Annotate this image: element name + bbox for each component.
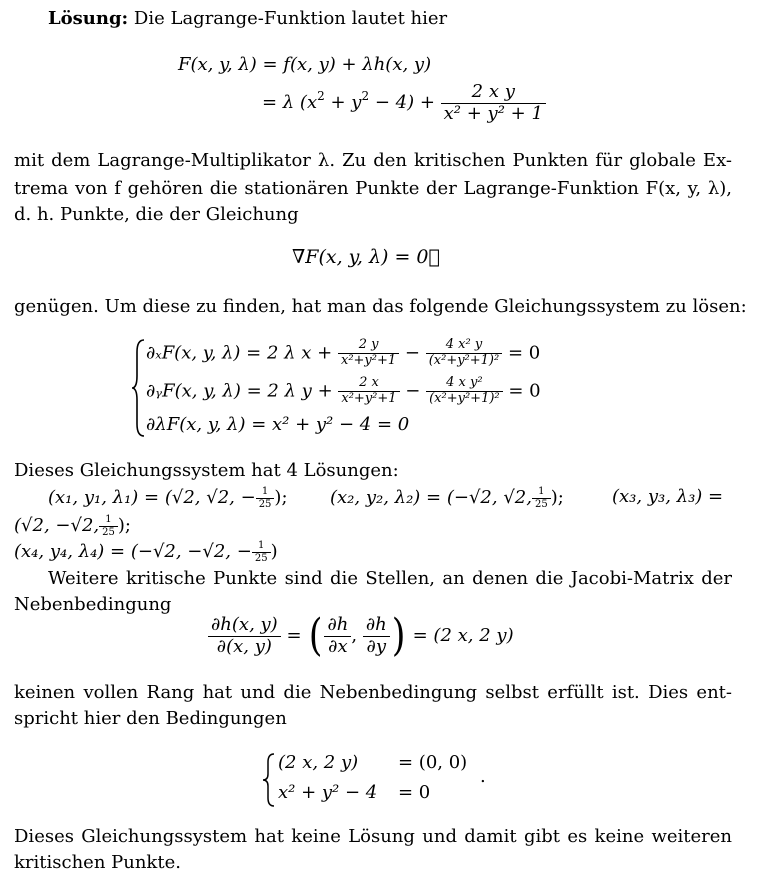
- lagrange-fraction: [441, 82, 546, 124]
- system-1-row-2-fraction-2-num: 4 x y²: [426, 376, 503, 392]
- solution-3-equals: =: [708, 486, 724, 507]
- solution-4: (x₄, y₄, λ₄) = (−√2, −√2, − $\frac{1}{25}$ ): [14, 540, 278, 564]
- system-1-row-2-fraction-2-den: (x²+y²+1)²: [429, 390, 500, 406]
- solution-3: (√2, −√2, $\frac{1}{25}$ );: [14, 514, 131, 538]
- solution-4-label: (x₄, y₄, λ₄) = (−√2, −√2, −: [14, 541, 252, 562]
- system-1-row-1-fraction-2-num: 4 x² y: [426, 338, 503, 354]
- system-2-row-1-rhs: = (0, 0): [398, 752, 468, 773]
- paragraph-1-line-1: mit dem Lagrange-Multiplikator λ. Zu den kritischen Punkten für globale Ex-: [14, 150, 732, 171]
- system-2-period: .: [480, 766, 486, 787]
- system-1-row-2-rhs: = 0: [508, 380, 541, 402]
- solution-2-value: = (−√2, √2,: [426, 487, 532, 508]
- system-1-row-1-fraction-1-den: x²+y²+1: [340, 352, 397, 368]
- system-2-row-2-rhs: = 0: [398, 782, 431, 803]
- solution-1: (x₁, y₁, λ₁) = (√2, √2, − $\frac{1}{25}$ );: [48, 486, 288, 510]
- jacobi-partial-x: [324, 615, 351, 657]
- heading-text: Die Lagrange-Funktion lautet hier: [128, 8, 448, 29]
- system-1-row-2-fraction-1-den: x²+y²+1: [341, 390, 397, 406]
- solution-3-fraction-num: 1: [99, 514, 118, 527]
- paragraph-1-line-3: d. h. Punkte, die der Gleichung: [14, 204, 299, 225]
- solution-4-fraction-num: 1: [252, 540, 271, 553]
- solution-2-label: (x₂, y₂, λ₂): [330, 487, 421, 508]
- system-1-row-2-fraction-2: [426, 376, 503, 407]
- system-1-row-1-minus: −: [404, 342, 420, 364]
- solution-3-value: (√2, −√2,: [14, 515, 100, 536]
- jacobi-equation: $\frac{\partial h(x, y)}{\partial(x, y)}$ = ( $\frac{\partial h}{\partial x}$ , $\frac{\partial h}{\partial y}$ ) = (2 x, 2 y): [208, 614, 514, 658]
- lagrange-rhs: = f(x, y) + λh(x, y): [262, 54, 432, 75]
- paragraph-5-line-2: kritischen Punkte.: [14, 852, 181, 873]
- system-1-row-2-lhs: ∂ᵧF(x, y, λ) = 2 λ y +: [146, 380, 333, 402]
- jacobi-partial-x-den: ∂x: [328, 635, 348, 657]
- paragraph-4-line-2: spricht hier den Bedingungen: [14, 708, 287, 729]
- solution-1-fraction-den: 25: [258, 498, 272, 510]
- left-brace-system-1: [132, 338, 146, 438]
- paragraph-3-line-2: Nebenbedingung: [14, 594, 172, 615]
- paragraph-1-line-2: trema von f gehören die stationären Punkte der Lagrange-Funktion F(x, y, λ),: [14, 178, 732, 199]
- system-2-row-1-lhs: (2 x, 2 y): [278, 752, 359, 773]
- solution-1-fraction-num: 1: [256, 486, 275, 499]
- jacobi-partial-y-num: ∂h: [363, 615, 390, 637]
- system-1-row-2: [146, 376, 541, 407]
- gradient-equation: ∇F(x, y, λ) = 0⃗: [292, 246, 440, 268]
- solution-4-fraction: [252, 540, 271, 564]
- solution-2-fraction-num: 1: [532, 486, 551, 499]
- system-1-row-1: [146, 338, 540, 369]
- solution-1-fraction: [256, 486, 275, 510]
- system-1-row-2-fraction-1: [338, 376, 399, 407]
- lagrange-fraction-numerator: 2 x y: [441, 82, 546, 104]
- solution-1-value: = (√2, √2, −: [144, 487, 256, 508]
- jacobi-lhs-den: ∂(x, y): [216, 635, 272, 657]
- system-1-row-1-fraction-2-den: (x²+y²+1)²: [428, 352, 500, 368]
- paragraph-3-line-1: Weitere kritische Punkte sind die Stellen, an denen die Jacobi-Matrix der: [48, 568, 732, 589]
- system-1-row-3: ∂λF(x, y, λ) = x² + y² − 4 = 0: [146, 414, 410, 435]
- system-1-row-1-fraction-1: [338, 338, 399, 369]
- solution-2-fraction: [532, 486, 551, 510]
- solution-3-fraction: [99, 514, 118, 538]
- jacobi-partial-x-num: ∂h: [324, 615, 351, 637]
- lagrange-equation-line-1: [178, 54, 431, 75]
- solution-2: (x₂, y₂, λ₂) = (−√2, √2, $\frac{1}{25}$ );: [330, 486, 564, 510]
- solution-heading: [48, 8, 447, 29]
- paragraph-5-line-1: Dieses Gleichungssystem hat keine Lösung und damit gibt es keine weiteren: [14, 826, 732, 847]
- solution-4-fraction-den: 25: [254, 552, 268, 564]
- paragraph-2: genügen. Um diese zu finden, hat man das folgende Gleichungssystem zu lösen:: [14, 296, 747, 317]
- lagrange-expansion-mid: + y: [324, 92, 362, 114]
- system-1-row-1-fraction-2: [426, 338, 503, 369]
- system-2-row-2-lhs: x² + y² − 4: [278, 782, 378, 803]
- lagrange-expansion-suffix: − 4) +: [369, 92, 435, 114]
- lagrange-lhs: F(x, y, λ): [178, 54, 257, 75]
- lagrange-fraction-denominator: x² + y² + 1: [443, 102, 543, 124]
- left-brace-system-2: [262, 752, 276, 808]
- jacobi-lhs-num: ∂h(x, y): [208, 615, 281, 637]
- jacobi-equals: =: [286, 625, 302, 646]
- jacobi-lhs-fraction: [208, 615, 281, 657]
- solution-1-label: (x₁, y₁, λ₁): [48, 487, 139, 508]
- system-1-row-1-rhs: = 0: [507, 342, 541, 364]
- system-1-row-1-fraction-1-num: 2 y: [338, 338, 399, 354]
- jacobi-partial-y: [363, 615, 390, 657]
- lagrange-expansion-prefix: = λ (x: [262, 92, 318, 114]
- jacobi-partial-y-den: ∂y: [366, 635, 386, 657]
- paragraph-4-line-1: keinen vollen Rang hat und die Nebenbedingung selbst erfüllt ist. Dies ent-: [14, 682, 732, 703]
- system-1-row-1-lhs: ∂ₓF(x, y, λ) = 2 λ x +: [146, 342, 333, 364]
- solution-3-label: (x₃, y₃, λ₃): [612, 486, 703, 507]
- solution-3-label-group: [612, 486, 723, 507]
- system-1-row-2-minus: −: [405, 380, 421, 402]
- solution-3-fraction-den: 25: [102, 526, 115, 538]
- system-1-row-2-fraction-1-num: 2 x: [338, 376, 399, 392]
- solutions-intro: Dieses Gleichungssystem hat 4 Lösungen:: [14, 460, 399, 481]
- jacobi-rhs: = (2 x, 2 y): [412, 625, 514, 646]
- solution-label: Lösung:: [48, 8, 129, 29]
- solution-2-fraction-den: 25: [534, 498, 548, 510]
- lagrange-equation-line-2: = λ $(x^2 + y^2 - 4)$ + $\frac{\text{2 x y}}{\text{x² + y² + 1}}$: [262, 82, 546, 124]
